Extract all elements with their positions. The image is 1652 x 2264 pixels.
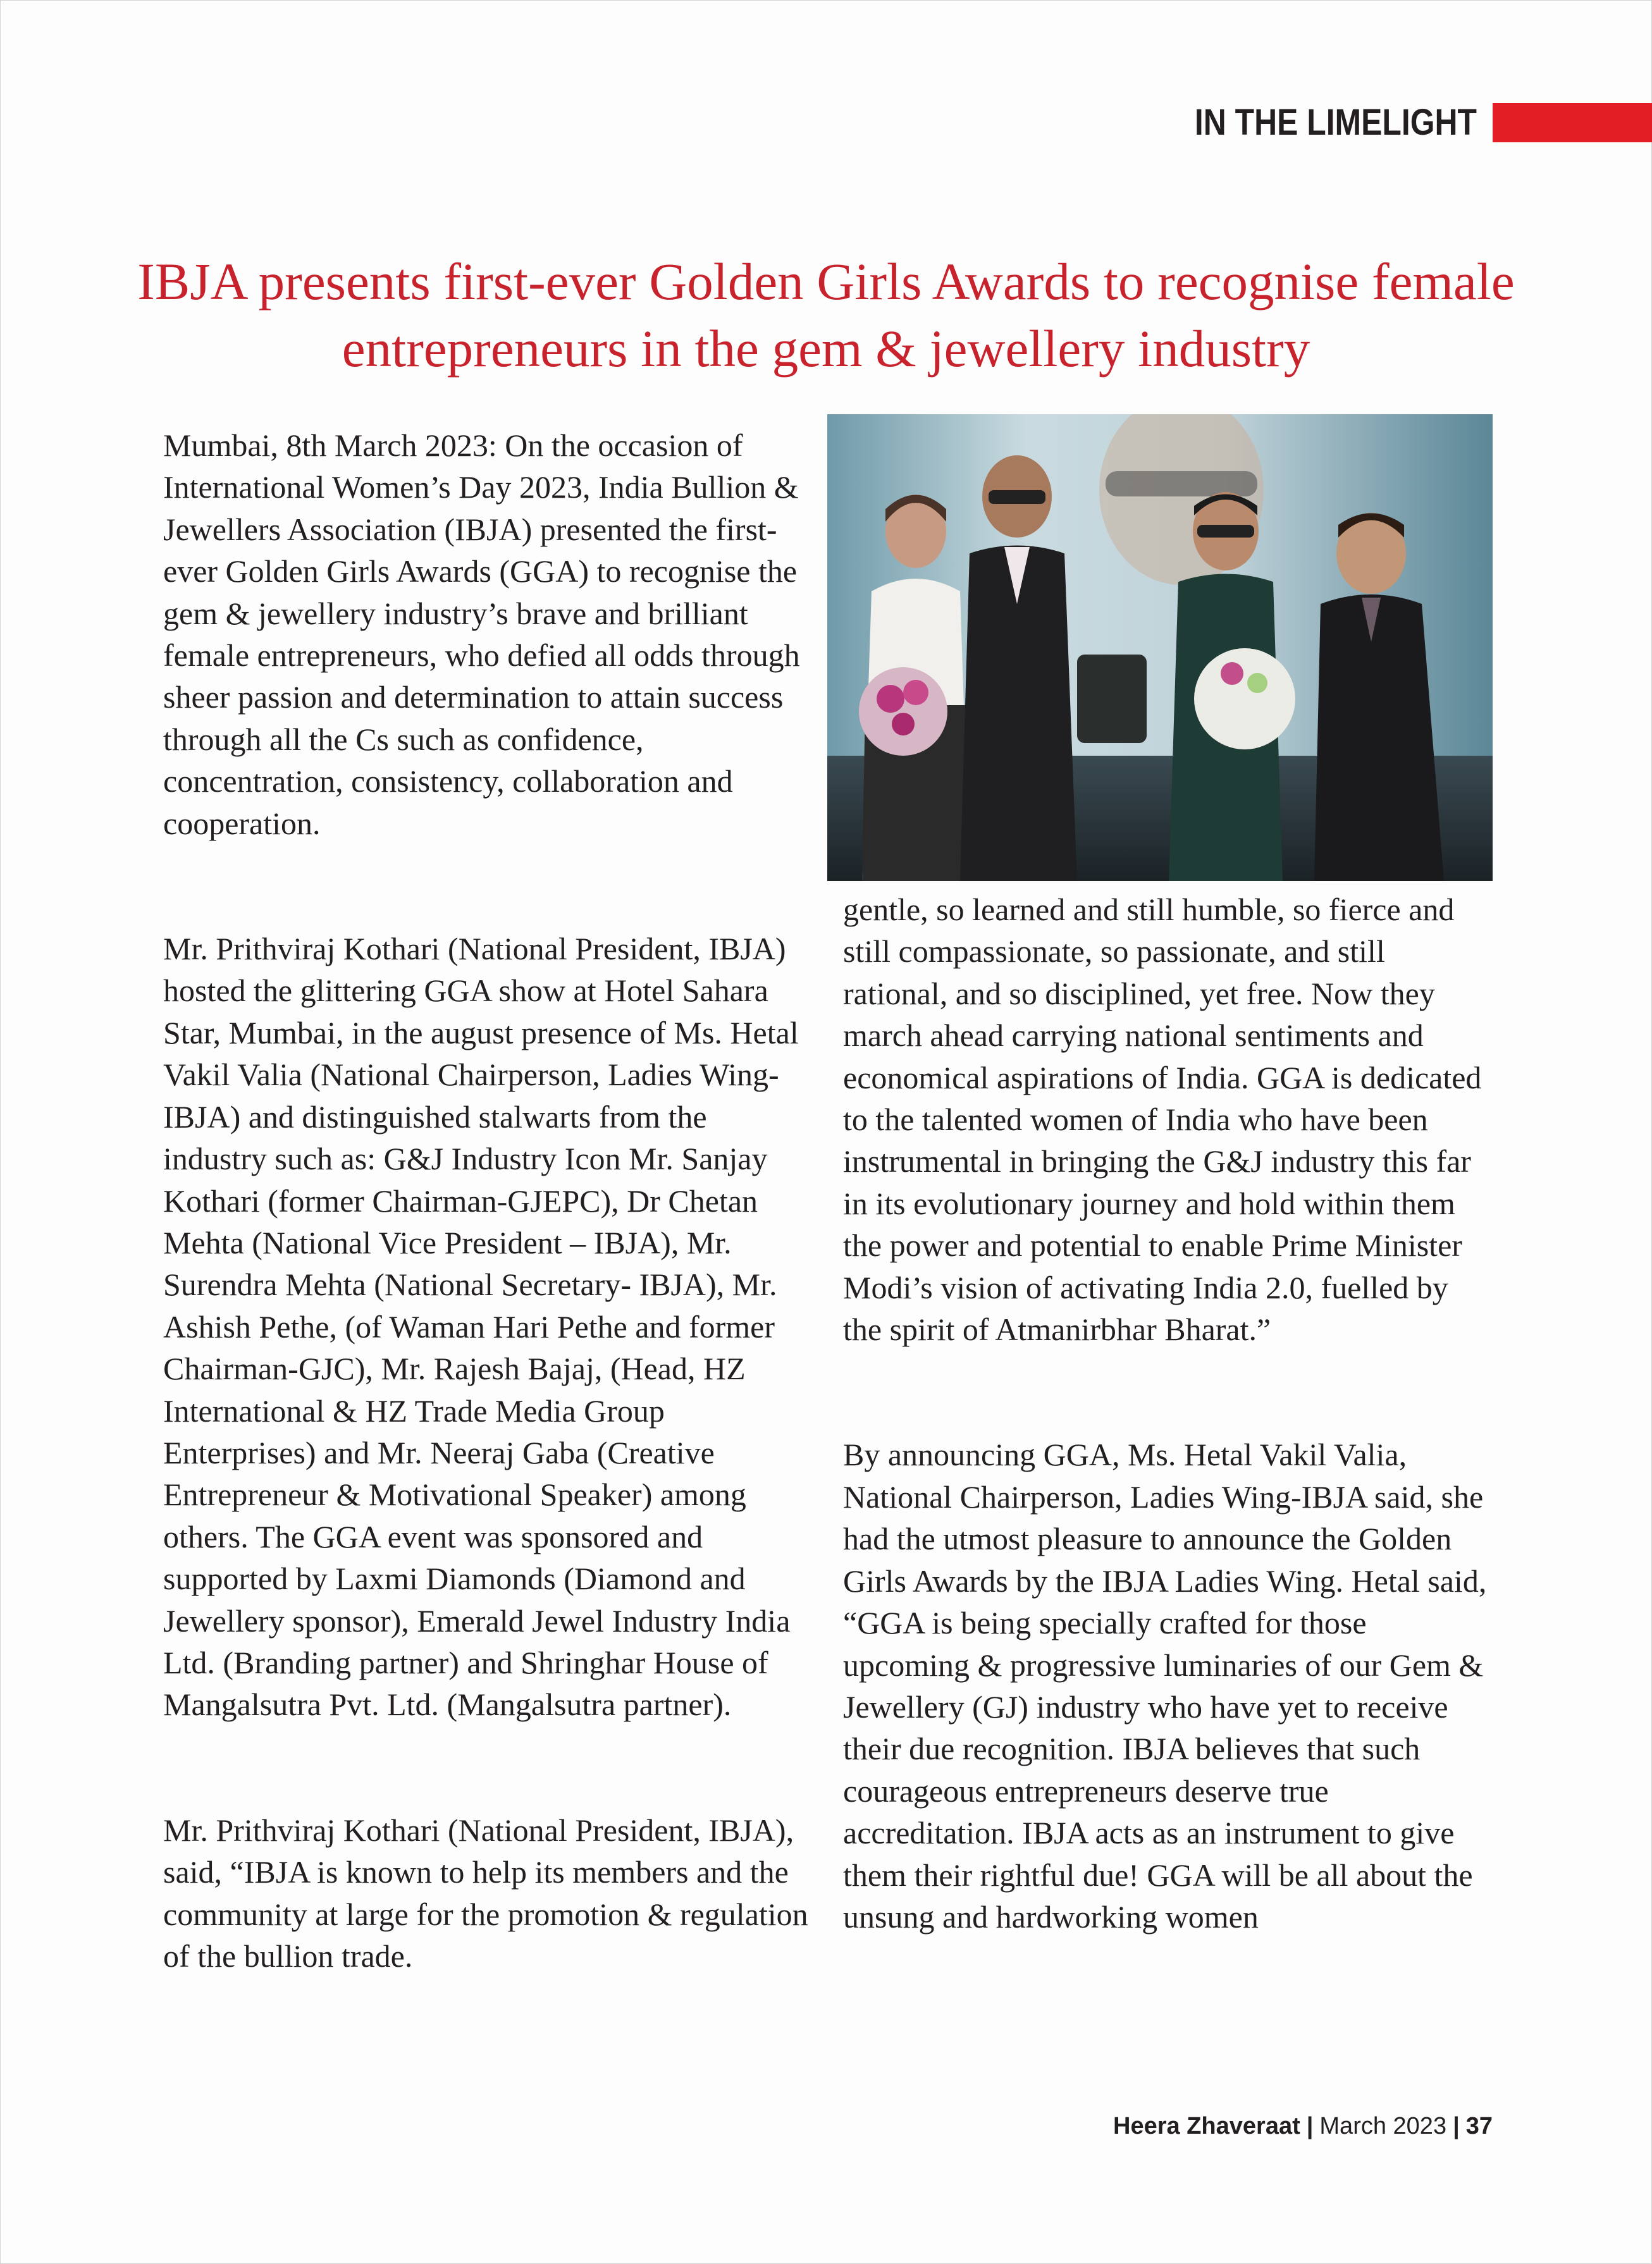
issue-date: March 2023 (1319, 2113, 1447, 2139)
publication-name: Heera Zhaveraat (1113, 2113, 1300, 2139)
page-number: 37 (1465, 2113, 1493, 2139)
section-tag: IN THE LIMELIGHT (1194, 102, 1477, 143)
page-footer: Heera Zhaveraat | March 2023 | 37 (1113, 2113, 1493, 2139)
paragraph-event-details: Mr. Prithviraj Kothari (National President, IBJA) hosted the glittering GGA show at Hotel Sahara Star, Mumbai, in the august presence of Ms. Hetal Vakil Valia (National Chairperson, Ladies Wing-IBJA) and distinguished stalwarts from the industry such as: G&J Industry Icon Mr. Sanjay Kothari (former Chairman-GJEPC), Dr Chetan Mehta (National Vice President – IBJA), Mr. Surendra Mehta (National Secretary- IBJA), Mr. Ashish Pethe, (of Waman Hari Pethe and former Chairman-GJC), Mr. Rajesh Bajaj, (Head, HZ International & HZ Trade Media Group Enterprises) and Mr. Neeraj Gaba (Creative Entrepreneur & Motivational Speaker) among others. The GGA event was sponsored and supported by Laxmi Diamonds (Diamond and Jewellery sponsor), Emerald Jewel Industry India Ltd. (Branding partner) and Shringhar House of Mangalsutra Pvt. Ltd. (Mangalsutra partner). (163, 931, 799, 1723)
paragraph-continued-quote: gentle, so learned and still humble, so fierce and still compassionate, so passionate, and still rational, and so disciplined, yet free. Now they march ahead carrying national sentiments and economical aspirations of India. GGA is dedicated to the talented women of India who have been instrumental in bringing the G&J industry this far in its evolutionary journey and hold within them the power and potential to enable Prime Minister Modi’s vision of activating India 2.0, fuelled by the spirit of Atmanirbhar Bharat.” (843, 892, 1482, 1348)
paragraph-intro: Mumbai, 8th March 2023: On the occasion of International Women’s Day 2023, India Bullion & Jewellers Association (IBJA) presented the first-ever Golden Girls Awards (GGA) to recognise the gem & jewellery industry’s brave and brilliant female entrepreneurs, who defied all odds through sheer passion and determination to attain success through all the Cs such as confidence, concentration, consistency, collaboration and cooperation. (163, 428, 800, 841)
accent-bar (1493, 103, 1652, 142)
left-column (163, 424, 818, 1977)
paragraph-president-quote: Mr. Prithviraj Kothari (National President, IBJA), said, “IBJA is known to help its members and the community at large for the promotion & regulation of the bullion trade. (163, 1812, 808, 1974)
right-column (843, 889, 1495, 1938)
paragraph-chairperson-announcement: By announcing GGA, Ms. Hetal Vakil Valia, National Chairperson, Ladies Wing-IBJA said, she had the utmost pleasure to announce the Golden Girls Awards by the IBJA Ladies Wing. Hetal said, “GGA is being specially crafted for those upcoming & progressive luminaries of our Gem & Jewellery (GJ) industry who have yet to receive their due recognition. IBJA believes that such courageous entrepreneurs deserve true accreditation. IBJA acts as an instrument to give them their rightful due! GGA will be all about the unsung and hardworking women (843, 1437, 1487, 1935)
award-ceremony-photo-image (827, 414, 1493, 881)
event-photo (827, 414, 1493, 881)
headline: IBJA presents first-ever Golden Girls Awards to recognise female entrepreneurs in the gem & jewellery industry (137, 252, 1515, 378)
